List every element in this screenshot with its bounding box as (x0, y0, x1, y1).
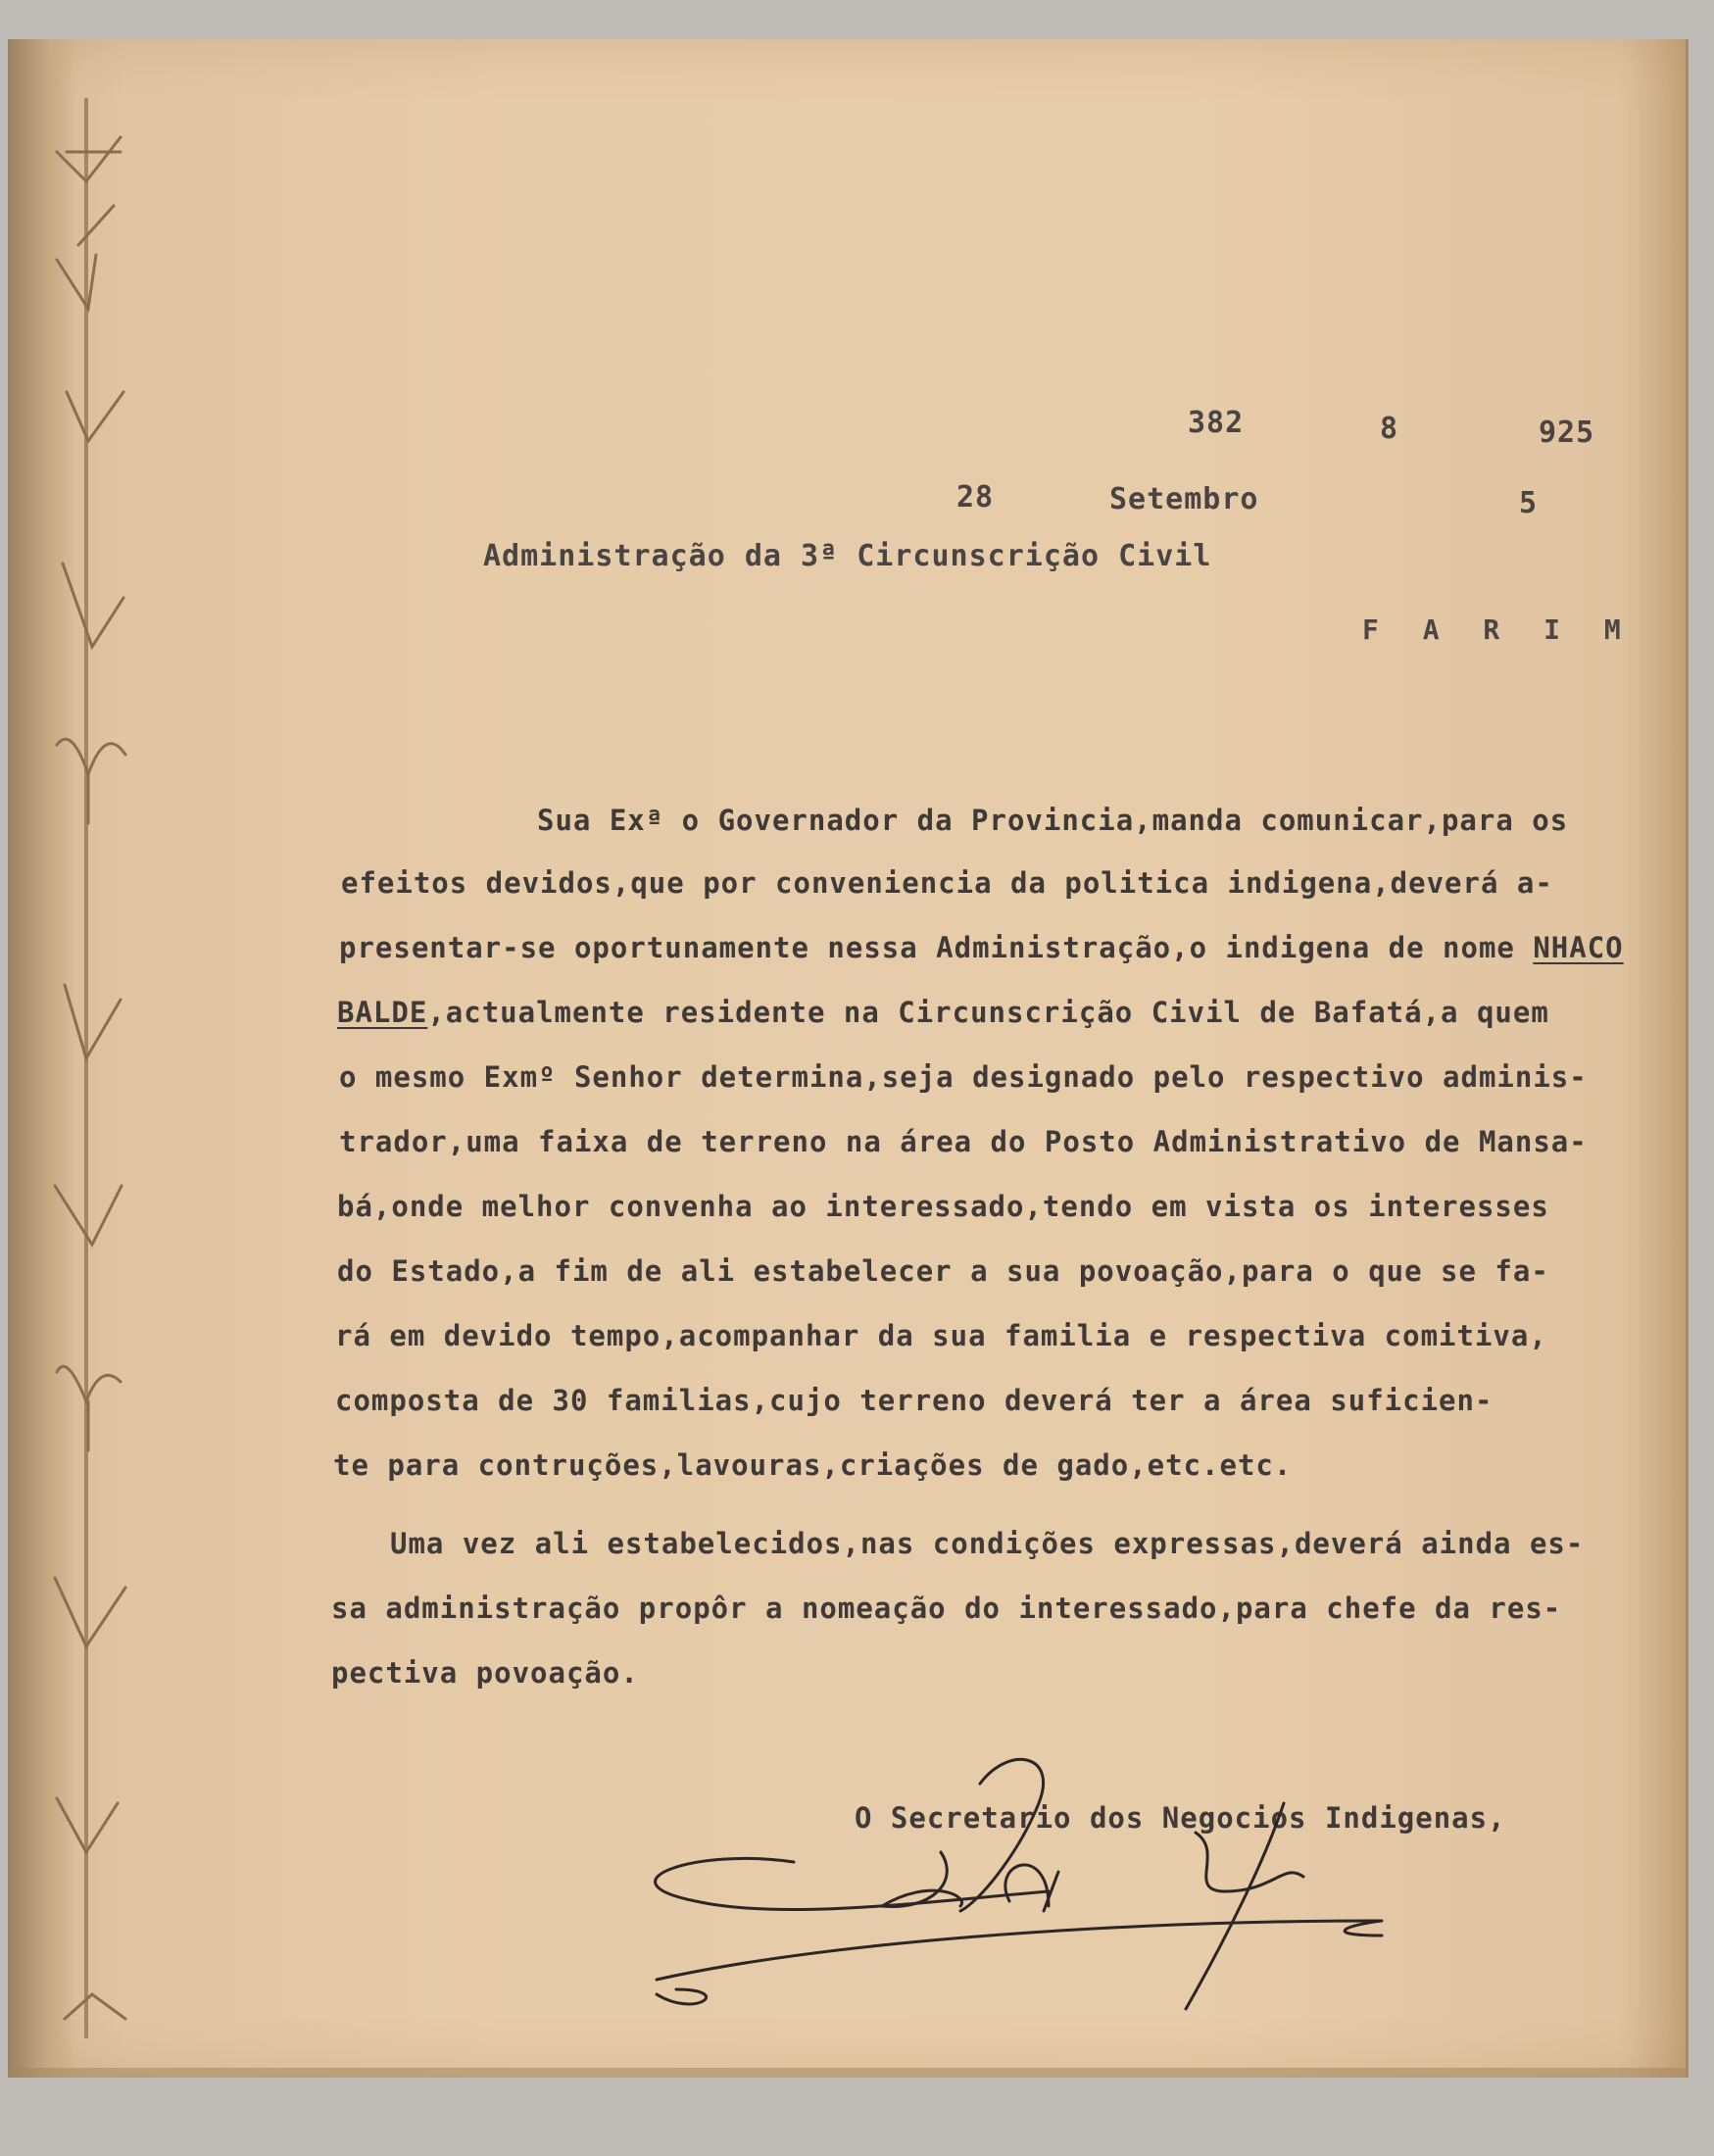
body-line-1: Sua Exª o Governador da Provincia,manda comunicar,para os (537, 804, 1569, 837)
date-month: Setembro (1109, 482, 1259, 516)
body-line-2: efeitos devidos,que por conveniencia da politica indigena,deverá a- (341, 866, 1553, 900)
signatory-title: O Secretario dos Negocios Indigenas, (855, 1801, 1506, 1835)
body-line-7: bá,onde melhor convenha ao interessado,tendo em vista os interesses (337, 1190, 1549, 1223)
body-line-6: trador,uma faixa de terreno na área do Posto Administrativo de Mansa- (339, 1125, 1588, 1158)
name-first: NHACO (1533, 931, 1624, 964)
date-year-digit: 5 (1519, 486, 1539, 520)
body-line-12: Uma vez ali estabelecidos,nas condições expressas,deverá ainda es- (390, 1527, 1585, 1560)
body-line-11: te para contruções,lavouras,criações de gado,etc.etc. (333, 1448, 1293, 1482)
page-bottom-edge (8, 2068, 1686, 2078)
body-line-3-text: presentar-se oportunamente nessa Administração,o indigena de nome (339, 931, 1534, 964)
body-line-9: rá em devido tempo,acompanhar da sua familia e respectiva comitiva, (335, 1319, 1547, 1352)
name-last: BALDE (337, 996, 428, 1029)
date-day: 28 (956, 480, 995, 514)
reference-month-number: 8 (1380, 412, 1399, 446)
handwritten-signature (637, 1744, 1401, 2038)
body-line-4-text: ,actualmente residente na Circunscrição Civil de Bafatá,a quem (427, 996, 1549, 1029)
body-line-4 (337, 996, 1549, 1029)
body-line-8: do Estado,a fim de ali estabelecer a sua povoação,para o que se fa- (337, 1254, 1549, 1288)
place-name: F A R I M (1362, 613, 1635, 646)
addressee: Administração da 3ª Circunscrição Civil (483, 539, 1212, 573)
binding-stitches (27, 98, 165, 2038)
body-line-3 (339, 931, 1624, 964)
body-line-10: composta de 30 familias,cujo terreno deverá ter a área suficien- (335, 1384, 1494, 1417)
body-line-5: o mesmo Exmº Senhor determina,seja designado pelo respectivo adminis- (339, 1060, 1588, 1094)
reference-year: 925 (1539, 416, 1595, 450)
body-line-14: pectiva povoação. (331, 1656, 639, 1690)
reference-number: 382 (1188, 406, 1245, 440)
body-line-13: sa administração propôr a nomeação do interessado,para chefe da res- (331, 1592, 1562, 1625)
